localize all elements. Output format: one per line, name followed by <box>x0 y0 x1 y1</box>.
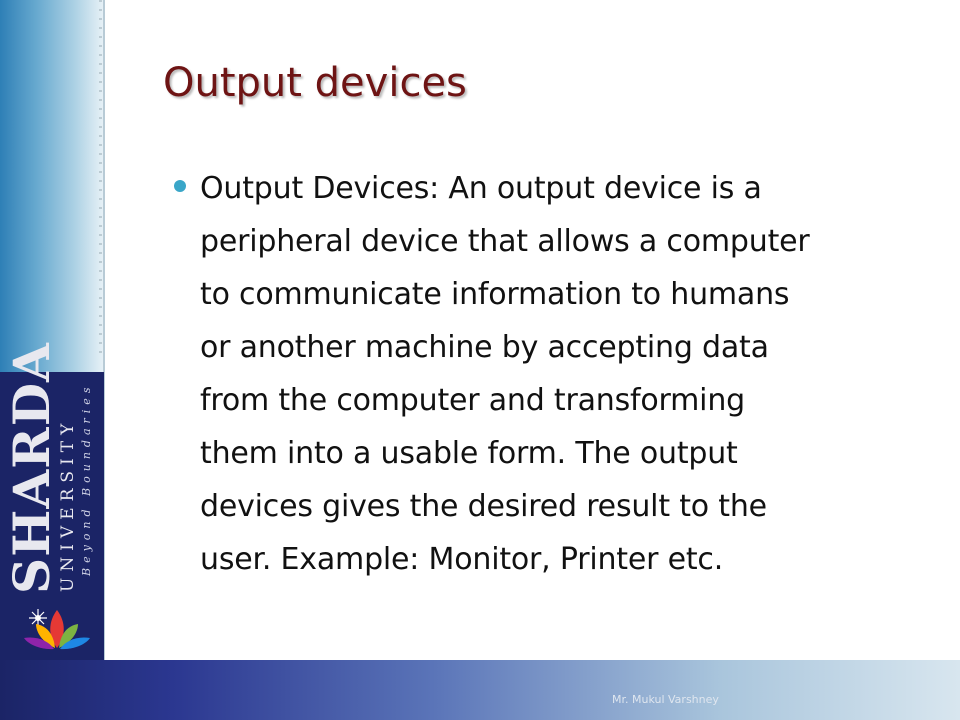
bullet-icon <box>174 180 186 192</box>
logo-subtitle: UNIVERSITY <box>58 417 78 592</box>
slide-title: Output devices <box>163 60 467 106</box>
lotus-emblem-icon <box>18 598 96 658</box>
bullet-list <box>172 162 912 586</box>
bullet-item <box>172 162 912 586</box>
bullet-line: or another machine by accepting data <box>200 330 769 365</box>
left-dotted-border <box>99 0 102 360</box>
bullet-line: from the computer and transforming <box>200 383 745 418</box>
bullet-line: to communicate information to humans <box>200 277 790 312</box>
logo-tagline: Beyond Boundaries <box>80 382 93 576</box>
bullet-line: peripheral device that allows a computer <box>200 224 810 259</box>
footer-author: Mr. Mukul Varshney <box>612 693 719 706</box>
footer-bar <box>0 660 960 720</box>
bullet-line: them into a usable form. The output <box>200 436 738 471</box>
bullet-line: user. Example: Monitor, Printer etc. <box>200 542 724 577</box>
bullet-line: Output Devices: An output device is a <box>200 171 762 206</box>
logo-name: SHARDA <box>2 342 61 594</box>
star-icon <box>29 609 47 627</box>
bullet-line: devices gives the desired result to the <box>200 489 767 524</box>
